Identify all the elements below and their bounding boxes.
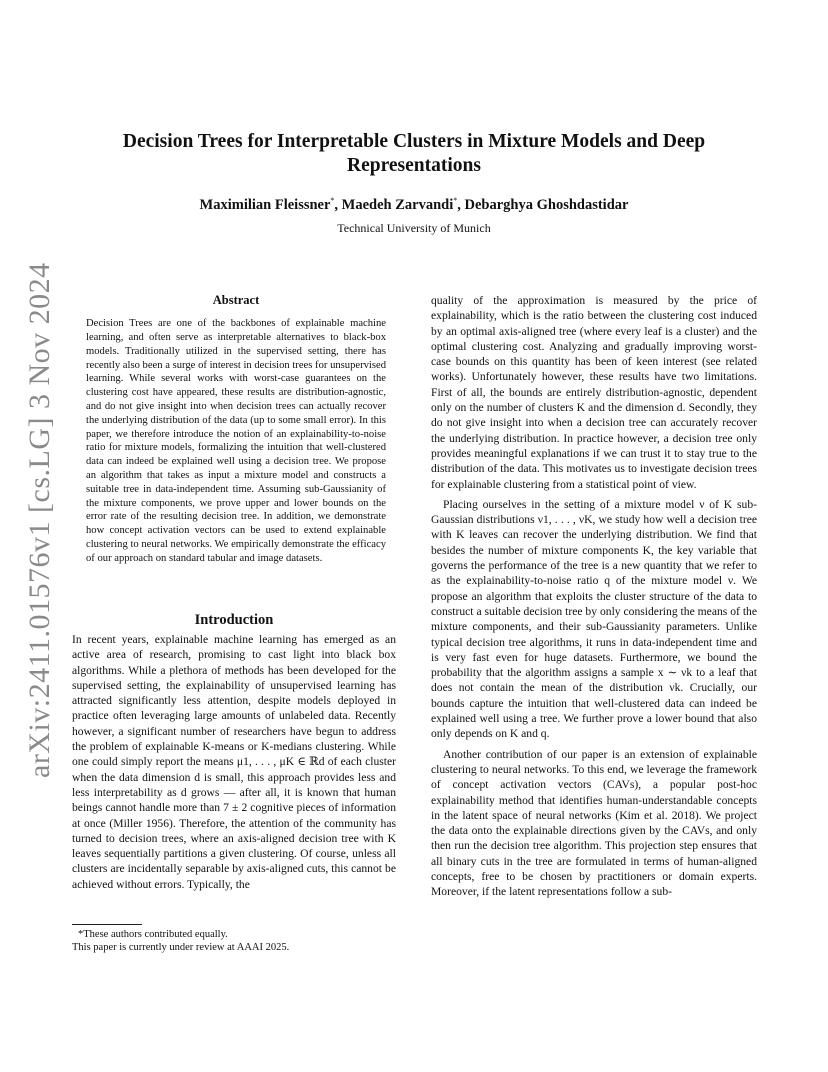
author-name: Maximilian Fleissner — [199, 196, 331, 213]
author-name: Maedeh Zarvandi — [341, 196, 454, 213]
footnote-divider — [72, 924, 142, 925]
author-separator: , — [457, 196, 465, 213]
right-column — [431, 293, 757, 900]
abstract-section — [86, 293, 386, 566]
introduction-heading: Introduction — [194, 612, 274, 628]
paragraph: In recent years, explainable machine learning has emerged as an active area of research, promising to cast light into black box algorithms. While a plethora of methods has been developed for the supervised setting, the explainability of unsupervised learning has attracted significantly less attention, despite models deployed in practice often leveraging large amounts of unlabeled data. Recently however, a significant number of researchers have begun to address the problem of explainable K-means or K-medians clustering. While one could simply report the means μ1, . . . , μK ∈ ℝd of each cluster when the data dimension d is small, this approach provides less and less interpretability as d grows — after all, it is known that human beings cannot handle more than 7 ± 2 cognitive pieces of information at once (Miller 1956). Therefore, the attention of the community has turned to decision trees, where an axis-aligned decision tree with K leaves sequentially partitions a given clustering. Of course, unless all clusters are incidentally separable by axis-aligned cuts, this cannot be achieved without errors. Typically, the — [72, 633, 396, 891]
footnote: This paper is currently under review at AAAI 2025. — [72, 942, 290, 953]
author-separator: , — [334, 196, 342, 213]
footnote: *These authors contributed equally. — [78, 929, 228, 940]
introduction-section — [72, 632, 396, 892]
arxiv-identifier: arXiv:2411.01576v1 [cs.LG] 3 Nov 2024 — [23, 262, 56, 778]
paragraph: quality of the approximation is measured by the price of explainability, which is the ratio between the clustering cost induced by an optimal axis-aligned tree (where every leaf is a cluster) and the optimal clustering cost. Analyzing and gradually improving worst-case bounds on this quantity has been of keen interest (see related works). Unfortunately however, these results have two limitations. First of all, the bounds are entirely distribution-agnostic, dependent only on the number of clusters K and the dimension d. Secondly, they do not give insight into when a decision tree can accurately recover the underlying distribution. In practice however, a decision tree only provides meaningful explanations if we can trust it to stay true to the distribution of the data. This motivates us to investigate decision trees for explainable clustering from a statistical point of view. — [431, 294, 757, 491]
author-name: Debarghya Ghoshdastidar — [464, 196, 629, 213]
abstract-body: Decision Trees are one of the backbones of explainable machine learning, and often serve as interpretable alternatives to black-box models. Traditionally utilized in the supervised setting, there has recently also been a surge of interest in decision trees for unsupervised learning. While several works with worst-case guarantees on the clustering cost have appeared, these results are distribution-agnostic, and do not give insight into when decision trees can actually recover the underlying distribution of the data (up to some small error). In this paper, we therefore introduce the notion of an explainability-to-noise ratio for mixture models, formalizing the intuition that well-clustered data can indeed be explained well using a decision tree. We propose an algorithm that takes as input a mixture model and constructs a suitable tree in data-independent time. Assuming sub-Gaussianity of the mixture components, we prove upper and lower bounds on the error rate of the resulting decision tree. In addition, we demonstrate how concept activation vectors can be used to extend explainable clustering to neural networks. We empirically demonstrate the efficacy of our approach on standard tabular and image datasets. — [86, 318, 386, 564]
author-list — [100, 196, 728, 214]
footnotes — [72, 928, 396, 954]
equal-contribution-marker: * — [453, 196, 458, 205]
equal-contribution-marker: * — [330, 196, 335, 205]
abstract-heading: Abstract — [212, 293, 260, 307]
affiliation: Technical University of Munich — [337, 221, 491, 235]
paper-title: Decision Trees for Interpretable Clusters in Mixture Models and Deep Representations — [122, 131, 706, 176]
paragraph: Placing ourselves in the setting of a mixture model ν of K sub-Gaussian distributions ν1, . . . , νK, we study how well a decision tree with K leaves can recover the underlying distribution. We find that besides the number of mixture components K, the key variable that governs the performance of the tree is a new quantity that we refer to as the explainability-to-noise ratio q of the mixture model ν. We propose an algorithm that exploits the cluster structure of the data to construct a suitable decision tree by only considering the means of the mixture components, and their sub-Gaussianity parameters. Unlike typical decision tree algorithms, it runs in data-independent time and is very fast even for huge datasets. Furthermore, we bound the probability that the algorithm assigns a sample x ∼ νk to a leaf that does not contain the mean of the distribution νk. Crucially, our bounds capture the intuition that well-clustered data can indeed be explained well using a tree. We further prove a lower bound that also only depends on K and q. — [431, 497, 757, 741]
paragraph: Another contribution of our paper is an extension of explainable clustering to neural networks. To this end, we leverage the framework of concept activation vectors (CAVs), a popular post-hoc explainability method that identifies human-understandable concepts in the latent space of neural networks (Kim et al. 2018). We project the data onto the explainable directions given by the CAVs, and only then run the decision tree algorithm. This projection step ensures that all binary cuts in the tree are formulated in terms of human-aligned concepts, free to be chosen by practitioners or domain experts. Moreover, if the latent representations follow a sub- — [431, 747, 757, 899]
